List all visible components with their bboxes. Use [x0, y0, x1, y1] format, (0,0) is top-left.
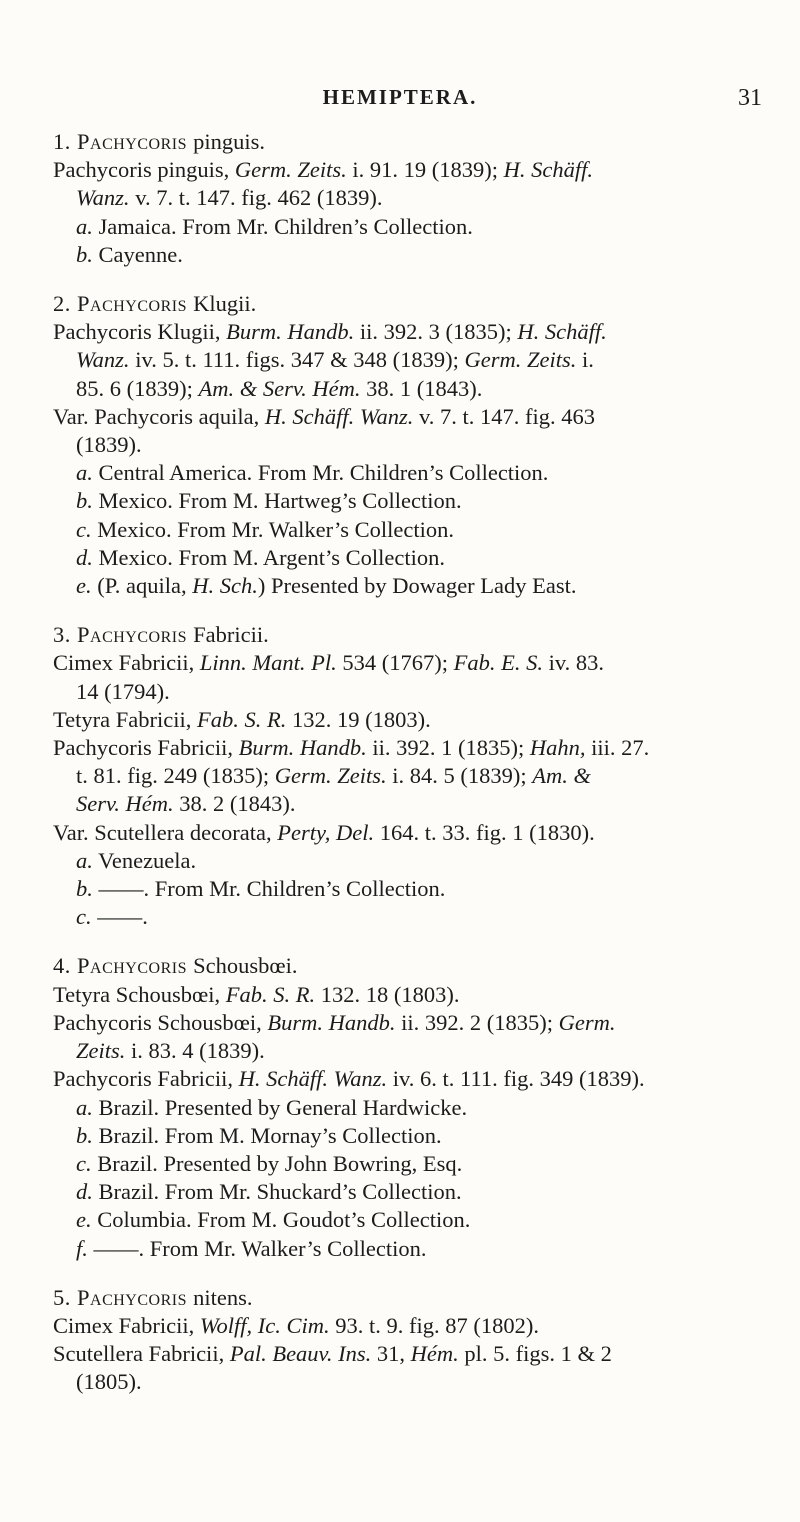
- text-run: Pachycoris pinguis,: [53, 157, 235, 183]
- italic-text: a.: [76, 1094, 93, 1120]
- text-run: Pachycoris Fabricii,: [53, 1066, 239, 1092]
- reference-line: [53, 184, 773, 212]
- italic-text: a.: [76, 847, 93, 873]
- italic-text: Wolff, Ic. Cim.: [199, 1312, 330, 1338]
- reference-line: [53, 790, 773, 818]
- text-run: 93. t. 9. fig. 87 (1802).: [329, 1312, 540, 1338]
- species-heading: [53, 621, 773, 649]
- italic-text: Perty, Del.: [277, 819, 375, 845]
- species-entry: [53, 1284, 773, 1397]
- text-run: Mexico. From M. Argent’s Collection.: [92, 544, 445, 570]
- reference-line: [53, 516, 773, 544]
- genus-name: Pachycoris: [77, 622, 187, 648]
- italic-text: b.: [76, 1122, 93, 1148]
- italic-text: Hém.: [410, 1341, 459, 1367]
- italic-text: Burm. Handb.: [238, 735, 367, 761]
- genus-name: Pachycoris: [77, 1284, 187, 1310]
- reference-line: [53, 1178, 773, 1206]
- species-epithet: Fabricii.: [193, 622, 269, 648]
- text-run: ——. From Mr. Walker’s Collection.: [87, 1235, 427, 1261]
- reference-line: [53, 241, 773, 269]
- italic-text: Zeits.: [76, 1038, 126, 1064]
- text-run: 132. 18 (1803).: [315, 981, 460, 1007]
- reference-line: [53, 819, 773, 847]
- italic-text: Germ. Zeits.: [234, 157, 347, 183]
- reference-line: [53, 1037, 773, 1065]
- reference-line: [53, 544, 773, 572]
- text-run: 534 (1767);: [336, 650, 454, 676]
- reference-line: [53, 572, 773, 600]
- species-entry: [53, 128, 773, 269]
- italic-text: b.: [76, 488, 93, 514]
- italic-text: Linn. Mant. Pl.: [199, 650, 337, 676]
- running-title: HEMIPTERA.: [322, 85, 478, 109]
- reference-line: [53, 1235, 773, 1263]
- text-run: Brazil. Presented by General Hardwicke.: [92, 1094, 468, 1120]
- text-run: Mexico. From Mr. Walker’s Collection.: [91, 516, 454, 542]
- text-run: Brazil. Presented by John Bowring, Esq.: [91, 1150, 463, 1176]
- text-run: ) Presented by Dowager Lady East.: [257, 573, 577, 599]
- italic-text: d.: [76, 1179, 93, 1205]
- reference-line: [53, 875, 773, 903]
- text-run: Pachycoris Fabricii,: [53, 735, 239, 761]
- italic-text: Germ. Zeits.: [274, 763, 387, 789]
- text-run: Mexico. From M. Hartweg’s Collection.: [92, 488, 462, 514]
- reference-line: [53, 431, 773, 459]
- text-run: 31,: [371, 1341, 411, 1367]
- text-run: Tetyra Schousbœi,: [53, 981, 226, 1007]
- reference-line: [53, 678, 773, 706]
- text-run: ii. 392. 2 (1835);: [395, 1009, 559, 1035]
- reference-line: [53, 847, 773, 875]
- text-run: Var. Scutellera decorata,: [53, 819, 278, 845]
- reference-line: [53, 318, 773, 346]
- species-catalogue: [53, 128, 773, 1397]
- text-run: Brazil. From Mr. Shuckard’s Collection.: [92, 1179, 462, 1205]
- text-run: (1839).: [76, 432, 142, 458]
- reference-line: [53, 459, 773, 487]
- text-run: 38. 2 (1843).: [173, 791, 296, 817]
- species-entry: [53, 290, 773, 600]
- text-run: Venezuela.: [92, 847, 197, 873]
- italic-text: Am. &: [532, 763, 591, 789]
- reference-line: [53, 213, 773, 241]
- page-number: 31: [738, 85, 762, 111]
- text-run: Central America. From Mr. Children’s Collection.: [92, 460, 549, 486]
- italic-text: a.: [76, 213, 93, 239]
- species-number: 1.: [53, 129, 71, 154]
- italic-text: Pal. Beauv. Ins.: [229, 1341, 372, 1367]
- reference-line: [53, 1368, 773, 1396]
- species-epithet: Schousbœi.: [193, 953, 298, 979]
- species-heading: [53, 290, 773, 318]
- text-run: 38. 1 (1843).: [360, 375, 483, 401]
- text-run: Pachycoris Klugii,: [53, 319, 227, 345]
- running-head: [0, 85, 800, 115]
- species-number: 3.: [53, 622, 71, 648]
- reference-line: [53, 1150, 773, 1178]
- text-run: iv. 5. t. 111. figs. 347 & 348 (1839);: [129, 347, 465, 373]
- italic-text: b.: [76, 876, 93, 902]
- text-run: i. 84. 5 (1839);: [386, 763, 533, 789]
- italic-text: H. Schäff.: [517, 319, 607, 345]
- italic-text: e.: [76, 1207, 92, 1233]
- species-epithet: pinguis.: [193, 129, 265, 154]
- text-run: Cimex Fabricii,: [53, 1312, 200, 1338]
- text-run: ——.: [91, 904, 148, 930]
- text-run: 14 (1794).: [76, 678, 170, 704]
- species-heading: [53, 1284, 773, 1312]
- italic-text: c.: [76, 516, 92, 542]
- reference-line: [53, 981, 773, 1009]
- italic-text: Germ. Zeits.: [464, 347, 577, 373]
- reference-line: [53, 1122, 773, 1150]
- italic-text: H. Schäff. Wanz.: [264, 403, 414, 429]
- text-run: Cimex Fabricii,: [53, 650, 200, 676]
- text-run: i. 91. 19 (1839);: [346, 157, 504, 183]
- text-run: iv. 83.: [543, 650, 605, 676]
- text-run: 85. 6 (1839);: [76, 375, 199, 401]
- italic-text: a.: [76, 460, 93, 486]
- italic-text: Am. & Serv. Hém.: [198, 375, 361, 401]
- text-run: ii. 392. 1 (1835);: [366, 735, 530, 761]
- italic-text: Fab. S. R.: [225, 981, 316, 1007]
- reference-line: [53, 1065, 773, 1093]
- italic-text: Wanz.: [76, 347, 130, 373]
- species-number: 4.: [53, 953, 71, 979]
- reference-line: [53, 649, 773, 677]
- italic-text: f.: [76, 1235, 88, 1261]
- italic-text: H. Schäff.: [503, 157, 593, 183]
- text-run: ii. 392. 3 (1835);: [354, 319, 518, 345]
- text-run: i.: [576, 347, 594, 373]
- reference-line: [53, 346, 773, 374]
- italic-text: H. Sch.: [192, 573, 258, 599]
- reference-line: [53, 1340, 773, 1368]
- italic-text: Wanz.: [76, 185, 130, 211]
- reference-line: [53, 487, 773, 515]
- text-run: Tetyra Fabricii,: [53, 706, 197, 732]
- italic-text: Burm. Handb.: [267, 1009, 396, 1035]
- genus-name: Pachycoris: [77, 291, 187, 317]
- italic-text: e.: [76, 573, 92, 599]
- species-entry: [53, 621, 773, 931]
- text-run: Jamaica. From Mr. Children’s Collection.: [92, 213, 473, 239]
- text-run: 132. 19 (1803).: [286, 706, 431, 732]
- reference-line: [53, 1009, 773, 1037]
- italic-text: Hahn,: [529, 735, 586, 761]
- text-run: v. 7. t. 147. fig. 462 (1839).: [129, 185, 383, 211]
- italic-text: d.: [76, 544, 93, 570]
- species-number: 5.: [53, 1284, 71, 1310]
- text-run: (P. aquila,: [91, 573, 193, 599]
- species-epithet: nitens.: [193, 1284, 253, 1310]
- species-heading: [53, 952, 773, 980]
- text-run: iv. 6. t. 111. fig. 349 (1839).: [387, 1066, 645, 1092]
- reference-line: [53, 156, 773, 184]
- text-run: ——. From Mr. Children’s Collection.: [92, 876, 446, 902]
- text-run: Columbia. From M. Goudot’s Collection.: [91, 1207, 471, 1233]
- species-entry: [53, 952, 773, 1262]
- italic-text: Germ.: [558, 1009, 616, 1035]
- reference-line: [53, 1206, 773, 1234]
- text-run: Scutellera Fabricii,: [53, 1341, 230, 1367]
- reference-line: [53, 706, 773, 734]
- text-run: v. 7. t. 147. fig. 463: [413, 403, 596, 429]
- text-run: iii. 27.: [585, 735, 650, 761]
- italic-text: c.: [76, 904, 92, 930]
- reference-line: [53, 375, 773, 403]
- text-run: t. 81. fig. 249 (1835);: [76, 763, 275, 789]
- genus-name: Pachycoris: [77, 953, 187, 979]
- text-run: (1805).: [76, 1369, 142, 1395]
- reference-line: [53, 903, 773, 931]
- italic-text: b.: [76, 241, 93, 267]
- text-run: i. 83. 4 (1839).: [125, 1038, 265, 1064]
- italic-text: Fab. S. R.: [197, 706, 287, 732]
- italic-text: H. Schäff. Wanz.: [238, 1066, 388, 1092]
- italic-text: Burm. Handb.: [226, 319, 355, 345]
- reference-line: [53, 403, 773, 431]
- species-epithet: Klugii.: [193, 291, 257, 317]
- italic-text: c.: [76, 1150, 92, 1176]
- reference-line: [53, 734, 773, 762]
- species-number: 2.: [53, 291, 71, 317]
- reference-line: [53, 1312, 773, 1340]
- text-run: Cayenne.: [92, 241, 183, 267]
- italic-text: Fab. E. S.: [453, 650, 543, 676]
- species-heading: [53, 128, 773, 156]
- genus-name: Pachycoris: [77, 129, 187, 154]
- reference-line: [53, 762, 773, 790]
- text-run: pl. 5. figs. 1 & 2: [458, 1341, 612, 1367]
- text-run: Pachycoris Schousbœi,: [53, 1009, 268, 1035]
- reference-line: [53, 1094, 773, 1122]
- text-run: 164. t. 33. fig. 1 (1830).: [374, 819, 595, 845]
- italic-text: Serv. Hém.: [76, 791, 174, 817]
- text-run: Var. Pachycoris aquila,: [53, 403, 265, 429]
- text-run: Brazil. From M. Mornay’s Collection.: [92, 1122, 442, 1148]
